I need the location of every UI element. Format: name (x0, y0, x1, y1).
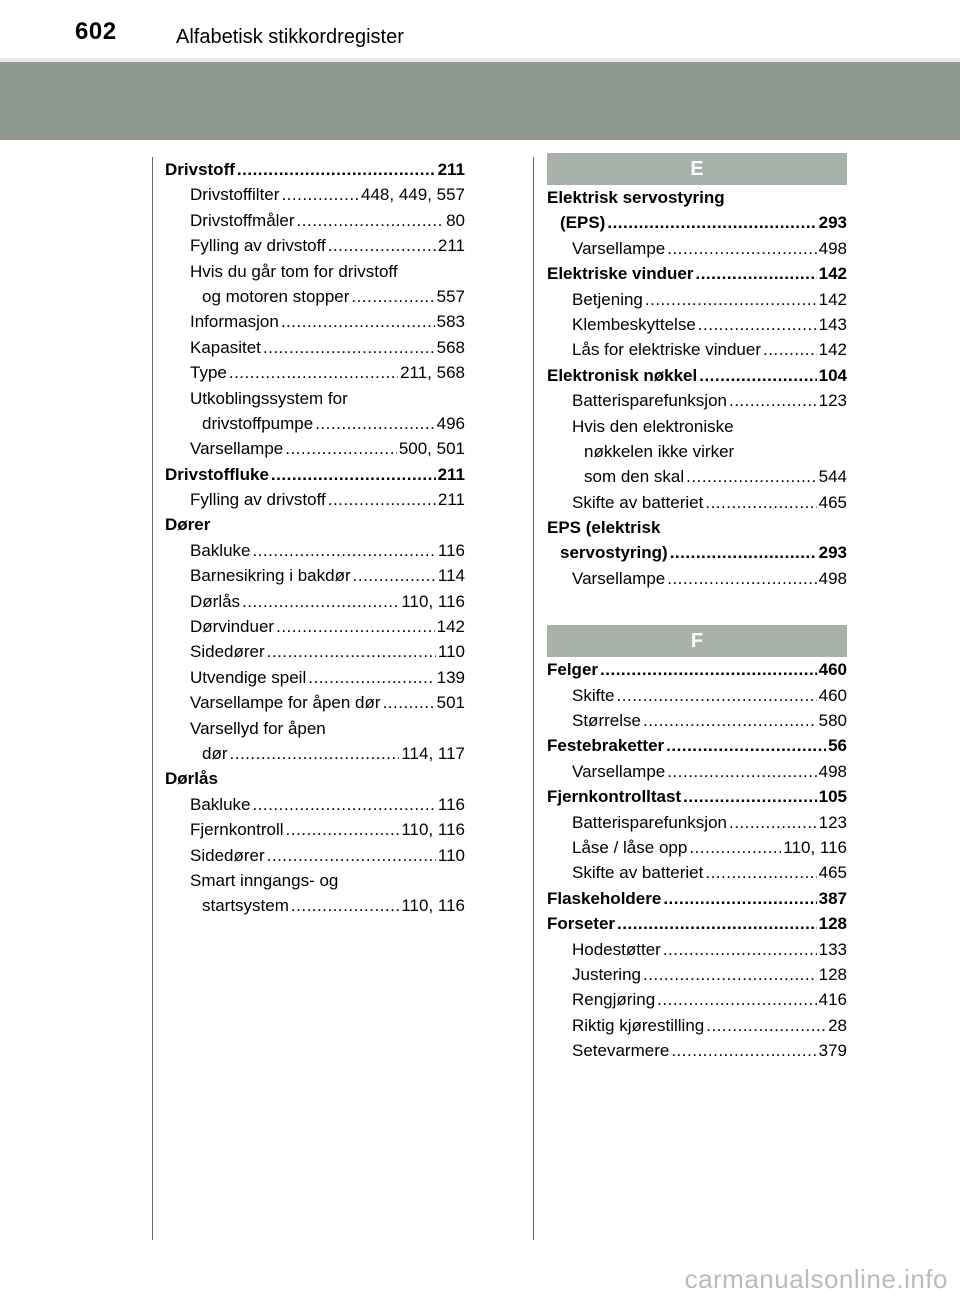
index-entry (165, 716, 465, 741)
dot-leader (657, 987, 816, 1012)
index-entry (165, 462, 465, 487)
entry-term: Drivstoffmåler (190, 210, 295, 230)
index-entry (547, 835, 847, 860)
index-entry (547, 287, 847, 312)
column-divider-middle (533, 157, 534, 1240)
dot-leader (328, 487, 436, 512)
page-header (0, 0, 960, 58)
index-entry (165, 233, 465, 258)
index-entry (547, 1013, 847, 1038)
entry-page-refs: 142 (818, 264, 847, 284)
entry-term: som den skal (584, 467, 685, 487)
entry-page-refs: 123 (818, 812, 847, 832)
dot-leader (281, 309, 435, 334)
entry-term: Sidedører (190, 642, 265, 662)
entry-page-refs: 211 (437, 464, 465, 484)
entry-term: Type (190, 363, 227, 383)
entry-term: Fylling av drivstoff (190, 236, 326, 256)
entry-page-refs: 143 (818, 314, 847, 334)
entry-page-refs: 583 (436, 312, 465, 332)
entry-page-refs: 128 (818, 964, 847, 984)
entry-term: Hvis den elektroniske (572, 416, 734, 436)
index-entry (165, 792, 465, 817)
index-entry (547, 490, 847, 515)
entry-term: Utkoblingssystem for (190, 388, 348, 408)
entry-term: Smart inngangs- og (190, 870, 339, 890)
entry-page-refs: 114 (437, 566, 465, 586)
entry-term: Felger (547, 660, 599, 680)
index-entry (547, 540, 847, 565)
dot-leader (351, 284, 434, 309)
dot-leader (286, 817, 400, 842)
index-entry (547, 708, 847, 733)
dot-leader (281, 182, 359, 207)
index-entry (547, 337, 847, 362)
entry-page-refs: 293 (818, 213, 847, 233)
entry-term: Kapasitet (190, 337, 261, 357)
entry-page-refs: 110, 116 (401, 820, 465, 840)
index-entry (547, 363, 847, 388)
index-entry (165, 208, 465, 233)
page-title: Alfabetisk stikkordregister (176, 26, 404, 48)
dot-leader (729, 388, 817, 413)
entry-page-refs: 211 (437, 160, 465, 179)
entry-page-refs: 114, 117 (401, 743, 465, 763)
entry-term: Varsellampe for åpen dør (190, 693, 381, 713)
dot-leader (666, 733, 826, 758)
dot-leader (291, 893, 399, 918)
entry-term: Hvis du går tom for drivstoff (190, 261, 398, 281)
dot-leader (252, 792, 435, 817)
index-entry (547, 759, 847, 784)
dot-leader (237, 157, 436, 182)
index-entry (165, 436, 465, 461)
index-entry (165, 386, 465, 411)
index-entry (547, 657, 847, 682)
index-entry (165, 614, 465, 639)
entry-term: Skifte (572, 685, 615, 705)
index-entry (547, 911, 847, 936)
entry-page-refs: 104 (818, 365, 847, 385)
dot-leader (600, 657, 817, 682)
entry-term: Låse / låse opp (572, 837, 688, 857)
index-entry (165, 309, 465, 334)
index-entry (547, 439, 847, 464)
dot-leader (705, 490, 816, 515)
entry-page-refs: 416 (818, 990, 847, 1010)
entry-page-refs: 142 (818, 289, 847, 309)
entry-term: Bakluke (190, 794, 251, 814)
entry-term: Betjening (572, 289, 643, 309)
entry-term: Elektriske vinduer (547, 264, 694, 284)
dot-leader (328, 233, 436, 258)
index-column-right (547, 153, 847, 1064)
dot-leader (252, 538, 435, 563)
dot-leader (686, 464, 816, 489)
dot-leader (617, 911, 817, 936)
index-entry (547, 464, 847, 489)
entry-term: Flaskeholdere (547, 888, 662, 908)
entry-page-refs: 110 (437, 642, 465, 662)
entry-page-refs: 116 (437, 794, 465, 814)
dot-leader (763, 337, 817, 362)
dot-leader (643, 708, 817, 733)
entry-term: Bakluke (190, 540, 251, 560)
index-entry (165, 741, 465, 766)
dot-leader (706, 1013, 826, 1038)
entry-page-refs: 116 (437, 540, 465, 560)
index-entry (165, 589, 465, 614)
index-entry (547, 388, 847, 413)
index-entry (165, 766, 465, 791)
index-entry (547, 683, 847, 708)
entry-page-refs: 448, 449, 557 (361, 185, 465, 205)
entry-term: Setevarmere (572, 1041, 670, 1061)
entry-term: Skifte av batteriet (572, 863, 704, 883)
index-entry (547, 987, 847, 1012)
dot-leader (267, 843, 436, 868)
entry-term: Drivstoffilter (190, 185, 280, 205)
section-letter-header: E (547, 153, 847, 185)
entry-term: Dører (165, 515, 211, 535)
entry-page-refs: 498 (818, 238, 847, 258)
dot-leader (315, 411, 434, 436)
index-entry (165, 259, 465, 284)
index-entry (547, 886, 847, 911)
entry-term: Sidedører (190, 845, 265, 865)
entry-page-refs: 110, 116 (783, 837, 847, 857)
dot-leader (242, 589, 399, 614)
entry-page-refs: 110, 116 (401, 896, 465, 916)
entry-term: Rengjøring (572, 990, 656, 1010)
entry-page-refs: 500, 501 (398, 439, 465, 459)
index-entry (547, 784, 847, 809)
index-entry (165, 639, 465, 664)
header-banner (0, 62, 960, 140)
entry-page-refs: 56 (828, 736, 847, 756)
entry-term: Varsellyd for åpen (190, 718, 326, 738)
entry-term: Batterisparefunksjon (572, 812, 727, 832)
entry-term: Drivstoffluke (165, 464, 269, 484)
entry-term: Batterisparefunksjon (572, 391, 727, 411)
dot-leader (645, 287, 817, 312)
index-entry (547, 261, 847, 286)
dot-leader (729, 810, 817, 835)
index-entry (547, 1038, 847, 1063)
entry-page-refs: 211 (437, 490, 465, 510)
index-entry (547, 810, 847, 835)
index-entry (547, 185, 847, 210)
entry-term: Festebraketter (547, 736, 665, 756)
entry-page-refs: 80 (446, 210, 465, 230)
dot-leader (607, 210, 816, 235)
entry-term: Klembeskyttelse (572, 314, 696, 334)
dot-leader (230, 741, 400, 766)
entry-term: drivstoffpumpe (202, 413, 314, 433)
dot-leader (285, 436, 397, 461)
dot-leader (667, 566, 816, 591)
index-entry (165, 665, 465, 690)
entry-term: EPS (elektrisk (547, 518, 661, 538)
entry-page-refs: 110, 116 (401, 591, 465, 611)
entry-term: (EPS) (560, 213, 606, 233)
dot-leader (698, 312, 817, 337)
dot-leader (699, 363, 816, 388)
entry-page-refs: 379 (818, 1041, 847, 1061)
entry-term: og motoren stopper (202, 286, 350, 306)
index-entry (547, 236, 847, 261)
dot-leader (229, 360, 398, 385)
entry-term: dør (202, 743, 228, 763)
entry-term: Forseter (547, 914, 616, 934)
index-entry (165, 284, 465, 309)
entry-term: Drivstoff (165, 160, 235, 179)
index-entry (165, 538, 465, 563)
entry-term: Fylling av drivstoff (190, 490, 326, 510)
entry-term: startsystem (202, 896, 289, 916)
dot-leader (276, 614, 435, 639)
dot-leader (671, 1038, 816, 1063)
entry-page-refs: 496 (436, 413, 465, 433)
entry-term: Varsellampe (572, 568, 666, 588)
index-entry (547, 312, 847, 337)
entry-page-refs: 142 (818, 340, 847, 360)
column-divider-left (152, 157, 153, 1240)
watermark: carmanualsonline.info (684, 1264, 948, 1294)
entry-term: Elektrisk servostyring (547, 188, 725, 207)
entry-term: Hodestøtter (572, 939, 661, 959)
entry-page-refs: 465 (818, 863, 847, 883)
index-entry (165, 335, 465, 360)
entry-page-refs: 133 (818, 939, 847, 959)
entry-page-refs: 123 (818, 391, 847, 411)
entry-page-refs: 28 (828, 1015, 847, 1035)
dot-leader (670, 540, 817, 565)
index-entry (165, 893, 465, 918)
index-entry (165, 512, 465, 537)
entry-page-refs: 105 (818, 787, 847, 807)
entry-term: Elektronisk nøkkel (547, 365, 698, 385)
page-number: 602 (75, 18, 117, 45)
dot-leader (263, 335, 435, 360)
entry-page-refs: 580 (818, 711, 847, 731)
entry-term: Barnesikring i bakdør (190, 566, 351, 586)
entry-term: Dørlås (190, 591, 241, 611)
entry-term: Riktig kjørestilling (572, 1015, 705, 1035)
entry-page-refs: 211 (437, 236, 465, 256)
index-entry (547, 414, 847, 439)
index-entry (165, 411, 465, 436)
dot-leader (267, 639, 436, 664)
entry-term: Informasjon (190, 312, 279, 332)
index-entry (165, 690, 465, 715)
dot-leader (353, 563, 436, 588)
entry-page-refs: 465 (818, 492, 847, 512)
dot-leader (663, 937, 817, 962)
index-entry (165, 487, 465, 512)
dot-leader (705, 860, 816, 885)
dot-leader (663, 886, 816, 911)
index-entry (547, 733, 847, 758)
entry-page-refs: 568 (436, 337, 465, 357)
index-entry (547, 515, 847, 540)
index-entry (165, 817, 465, 842)
entry-term: Varsellampe (572, 761, 666, 781)
index-entry (547, 937, 847, 962)
entry-term: Varsellampe (572, 238, 666, 258)
index-entry (165, 360, 465, 385)
dot-leader (271, 462, 436, 487)
entry-term: Justering (572, 964, 641, 984)
index-entry (547, 962, 847, 987)
dot-leader (383, 690, 435, 715)
entry-page-refs: 128 (818, 914, 847, 934)
dot-leader (617, 683, 817, 708)
entry-page-refs: 460 (818, 660, 847, 680)
entry-page-refs: 498 (818, 761, 847, 781)
index-entry (547, 566, 847, 591)
section-letter-header: F (547, 625, 847, 657)
entry-page-refs: 139 (436, 667, 465, 687)
index-entry (165, 868, 465, 893)
index-entry (165, 182, 465, 207)
index-column-left (165, 157, 465, 919)
dot-leader (683, 784, 817, 809)
index-entry (547, 210, 847, 235)
entry-page-refs: 501 (436, 693, 465, 713)
entry-term: Dørlås (165, 769, 218, 789)
index-entry (165, 157, 465, 182)
index-entry (547, 860, 847, 885)
entry-page-refs: 293 (818, 543, 847, 563)
entry-page-refs: 142 (436, 617, 465, 637)
entry-page-refs: 557 (436, 286, 465, 306)
entry-term: Størrelse (572, 711, 641, 731)
entry-term: nøkkelen ikke virker (584, 441, 735, 461)
entry-page-refs: 460 (818, 685, 847, 705)
entry-page-refs: 544 (818, 467, 847, 487)
index-entry (165, 563, 465, 588)
entry-term: servostyring) (560, 543, 668, 563)
entry-term: Dørvinduer (190, 617, 275, 637)
entry-term: Varsellampe (190, 439, 284, 459)
entry-page-refs: 387 (818, 888, 847, 908)
dot-leader (695, 261, 816, 286)
entry-page-refs: 110 (437, 845, 465, 865)
dot-leader (643, 962, 817, 987)
entry-page-refs: 211, 568 (400, 363, 465, 383)
dot-leader (297, 208, 445, 233)
entry-page-refs: 498 (818, 568, 847, 588)
entry-term: Fjernkontroll (190, 820, 284, 840)
entry-term: Lås for elektriske vinduer (572, 340, 761, 360)
index-entry (165, 843, 465, 868)
entry-term: Fjernkontrolltast (547, 787, 682, 807)
entry-term: Utvendige speil (190, 667, 307, 687)
dot-leader (667, 759, 816, 784)
dot-leader (308, 665, 434, 690)
dot-leader (689, 835, 781, 860)
dot-leader (667, 236, 816, 261)
entry-term: Skifte av batteriet (572, 492, 704, 512)
